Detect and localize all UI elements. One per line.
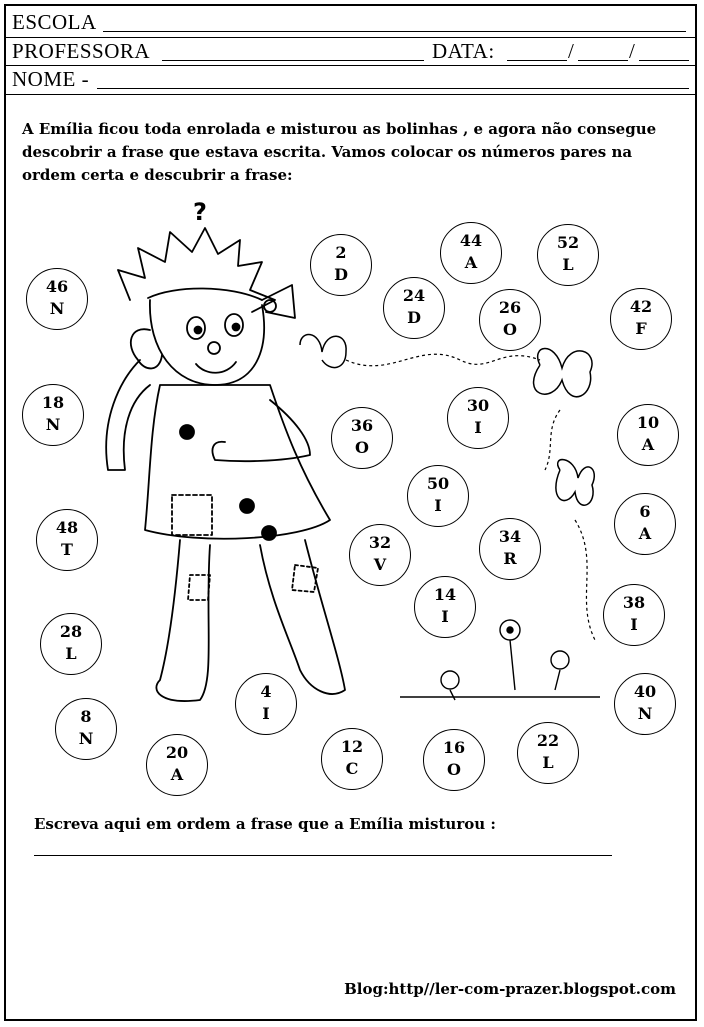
nome-field[interactable] — [97, 88, 689, 89]
bubble-number: 14 — [433, 585, 457, 604]
nome-label: NOME - — [12, 67, 90, 91]
number-bubble — [610, 288, 672, 350]
bubble-letter: O — [447, 760, 461, 779]
number-bubble — [40, 613, 102, 675]
number-bubble — [614, 493, 676, 555]
bubble-letter: D — [334, 265, 348, 284]
escola-label: ESCOLA — [12, 10, 97, 34]
blog-credit: Blog:http//ler-com-prazer.blogspot.com — [344, 980, 676, 998]
number-bubble — [479, 289, 541, 351]
number-bubble — [36, 509, 98, 571]
bubble-number: 4 — [260, 682, 272, 701]
bubble-letter: L — [65, 644, 77, 663]
number-bubble — [383, 277, 445, 339]
bubble-number: 50 — [426, 474, 450, 493]
bubble-number: 16 — [442, 738, 466, 757]
number-bubble — [479, 518, 541, 580]
number-bubble — [614, 673, 676, 735]
bubble-number: 36 — [350, 416, 374, 435]
number-bubble — [603, 584, 665, 646]
bubble-letter: I — [474, 418, 482, 437]
bubble-letter: N — [45, 415, 61, 434]
number-bubble — [537, 224, 599, 286]
bubble-number: 34 — [498, 527, 522, 546]
bubble-number: 6 — [639, 502, 651, 521]
number-bubble — [414, 576, 476, 638]
bubble-number: 42 — [629, 297, 653, 316]
bubble-number: 18 — [41, 393, 65, 412]
bubble-letter: O — [355, 438, 369, 457]
bubble-number: 48 — [55, 518, 79, 537]
number-bubble — [617, 404, 679, 466]
bubble-number: 8 — [80, 707, 92, 726]
answer-line[interactable] — [34, 855, 612, 856]
bubble-letter: A — [464, 253, 478, 272]
number-bubble — [331, 407, 393, 469]
bubble-letter: N — [78, 729, 94, 748]
bubble-number: 20 — [165, 743, 189, 762]
number-bubble — [349, 524, 411, 586]
bubble-letter: R — [503, 549, 517, 568]
date-month-field[interactable] — [578, 60, 628, 61]
number-bubble — [235, 673, 297, 735]
question-mark: ? — [193, 198, 207, 226]
number-bubble — [517, 722, 579, 784]
bubble-number: 26 — [498, 298, 522, 317]
bubble-number: 52 — [556, 233, 580, 252]
bubble-number: 28 — [59, 622, 83, 641]
number-bubble — [321, 728, 383, 790]
header-separator — [4, 94, 697, 95]
date-day-field[interactable] — [507, 60, 567, 61]
bubble-letter: A — [641, 435, 655, 454]
bubble-letter: I — [434, 496, 442, 515]
bubble-number: 2 — [335, 243, 347, 262]
number-bubble — [440, 222, 502, 284]
bubble-number: 46 — [45, 277, 69, 296]
bubble-letter: I — [262, 704, 270, 723]
bubble-letter: L — [542, 753, 554, 772]
number-bubble — [22, 384, 84, 446]
bubble-letter: N — [637, 704, 653, 723]
date-year-field[interactable] — [639, 60, 689, 61]
answer-prompt: Escreva aqui em ordem a frase que a Emília misturou : — [34, 815, 496, 833]
number-bubble — [146, 734, 208, 796]
bubble-number: 38 — [622, 593, 646, 612]
bubble-number: 30 — [466, 396, 490, 415]
bubble-letter: A — [170, 765, 184, 784]
date-separator: / — [568, 39, 575, 63]
number-bubble — [310, 234, 372, 296]
bubble-letter: I — [630, 615, 638, 634]
bubble-letter: V — [373, 555, 387, 574]
bubble-letter: F — [635, 319, 647, 338]
number-bubble — [423, 729, 485, 791]
professora-field[interactable] — [162, 60, 424, 61]
bubble-letter: T — [61, 540, 73, 559]
bubble-letter: N — [49, 299, 65, 318]
instructions-text: A Emília ficou toda enrolada e misturou as bolinhas , e agora não consegue descobrir a frase que estava escrita. Vamos colocar os números pares na ordem certa e descubrir a frase: — [22, 120, 657, 184]
bubble-letter: O — [503, 320, 517, 339]
bubble-number: 44 — [459, 231, 483, 250]
escola-field[interactable] — [103, 31, 686, 32]
date-separator: / — [629, 39, 636, 63]
bubble-number: 22 — [536, 731, 560, 750]
header-separator — [4, 37, 697, 38]
data-label: DATA: — [432, 39, 495, 63]
header-separator — [4, 65, 697, 66]
bubble-letter: A — [638, 524, 652, 543]
number-bubble — [26, 268, 88, 330]
bubble-letter: L — [562, 255, 574, 274]
number-bubble — [55, 698, 117, 760]
bubble-letter: I — [441, 607, 449, 626]
bubble-number: 10 — [636, 413, 660, 432]
bubble-number: 12 — [340, 737, 364, 756]
bubble-letter: C — [345, 759, 359, 778]
bubble-letter: D — [407, 308, 421, 327]
bubble-number: 40 — [633, 682, 657, 701]
professora-label: PROFESSORA — [12, 39, 151, 63]
number-bubble — [447, 387, 509, 449]
bubble-number: 32 — [368, 533, 392, 552]
number-bubble — [407, 465, 469, 527]
bubble-number: 24 — [402, 286, 426, 305]
